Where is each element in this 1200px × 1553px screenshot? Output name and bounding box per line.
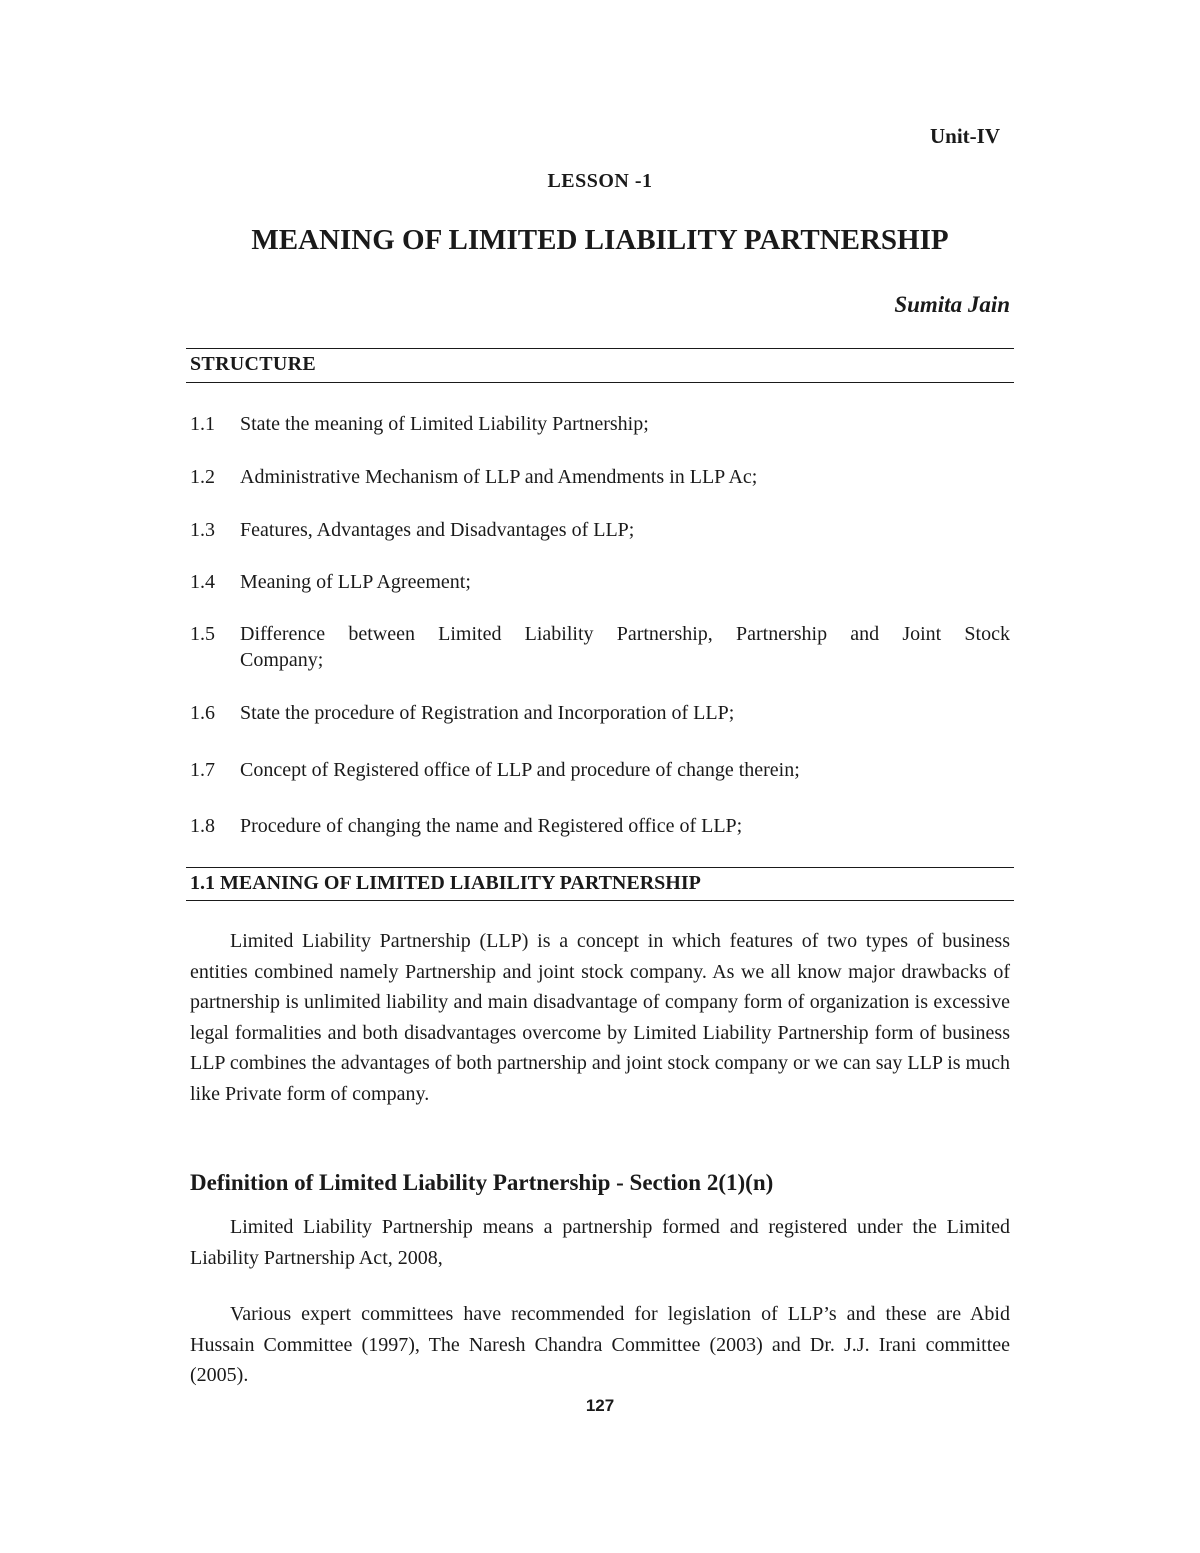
toc-text-line1: Difference between Limited Liability Partnership, Partnership and Joint Stock <box>240 623 1010 645</box>
toc-number: 1.7 <box>190 759 215 781</box>
toc-text: Administrative Mechanism of LLP and Amendments in LLP Ac; <box>240 466 758 488</box>
page-number: 127 <box>585 1396 615 1415</box>
toc-number: 1.4 <box>190 571 215 593</box>
paragraph-text: Limited Liability Partnership means a partnership formed and registered under the Limited Liability Partnership Act, 2008, <box>190 1216 1010 1269</box>
definition-paragraph <box>190 1212 1010 1273</box>
toc-number: 1.6 <box>190 702 215 724</box>
section-heading: 1.1 MEANING OF LIMITED LIABILITY PARTNERSHIP <box>190 872 701 894</box>
toc-text: State the procedure of Registration and Incorporation of LLP; <box>240 702 735 724</box>
toc-text-line2: Company; <box>240 649 324 671</box>
toc-text: Features, Advantages and Disadvantages of LLP; <box>240 519 635 541</box>
toc-text <box>240 621 1010 673</box>
author-name: Sumita Jain <box>894 292 1010 317</box>
unit-label: Unit-IV <box>929 124 1000 148</box>
structure-bottom-rule <box>186 382 1014 383</box>
toc-text: Procedure of changing the name and Registered office of LLP; <box>240 815 743 837</box>
page-title: MEANING OF LIMITED LIABILITY PARTNERSHIP <box>251 224 949 256</box>
toc-number: 1.5 <box>190 623 215 645</box>
toc-number: 1.8 <box>190 815 215 837</box>
committees-paragraph <box>190 1299 1010 1391</box>
paragraph-text: Limited Liability Partnership (LLP) is a concept in which features of two types of business entities combined namely Partnership and joint stock company. As we all know major drawbacks of partnership is unlimited liability and main disadvantage of company form of organization is excessive legal formalities and both disadvantages overcome by Limited Liability Partnership form of business LLP combines the advantages of both partnership and joint stock company or we can say LLP is much like Private form of company. <box>190 930 1010 1105</box>
toc-number: 1.3 <box>190 519 215 541</box>
toc-text: Concept of Registered office of LLP and procedure of change therein; <box>240 759 800 781</box>
toc-number: 1.2 <box>190 466 215 488</box>
lesson-label: LESSON -1 <box>547 170 653 192</box>
toc-text: State the meaning of Limited Liability Partnership; <box>240 413 649 435</box>
paragraph-text: Various expert committees have recommended for legislation of LLP’s and these are Abid Hussain Committee (1997), The Naresh Chandra Committee (2003) and Dr. J.J. Irani committee (2005). <box>190 1303 1010 1387</box>
structure-top-rule <box>186 348 1014 349</box>
structure-heading: STRUCTURE <box>190 353 317 375</box>
section-bottom-rule <box>186 900 1014 901</box>
toc-text: Meaning of LLP Agreement; <box>240 571 471 593</box>
section-top-rule <box>186 867 1014 868</box>
toc-number: 1.1 <box>190 413 215 435</box>
section-paragraph <box>190 926 1010 1110</box>
definition-heading: Definition of Limited Liability Partnership - Section 2(1)(n) <box>190 1170 774 1195</box>
